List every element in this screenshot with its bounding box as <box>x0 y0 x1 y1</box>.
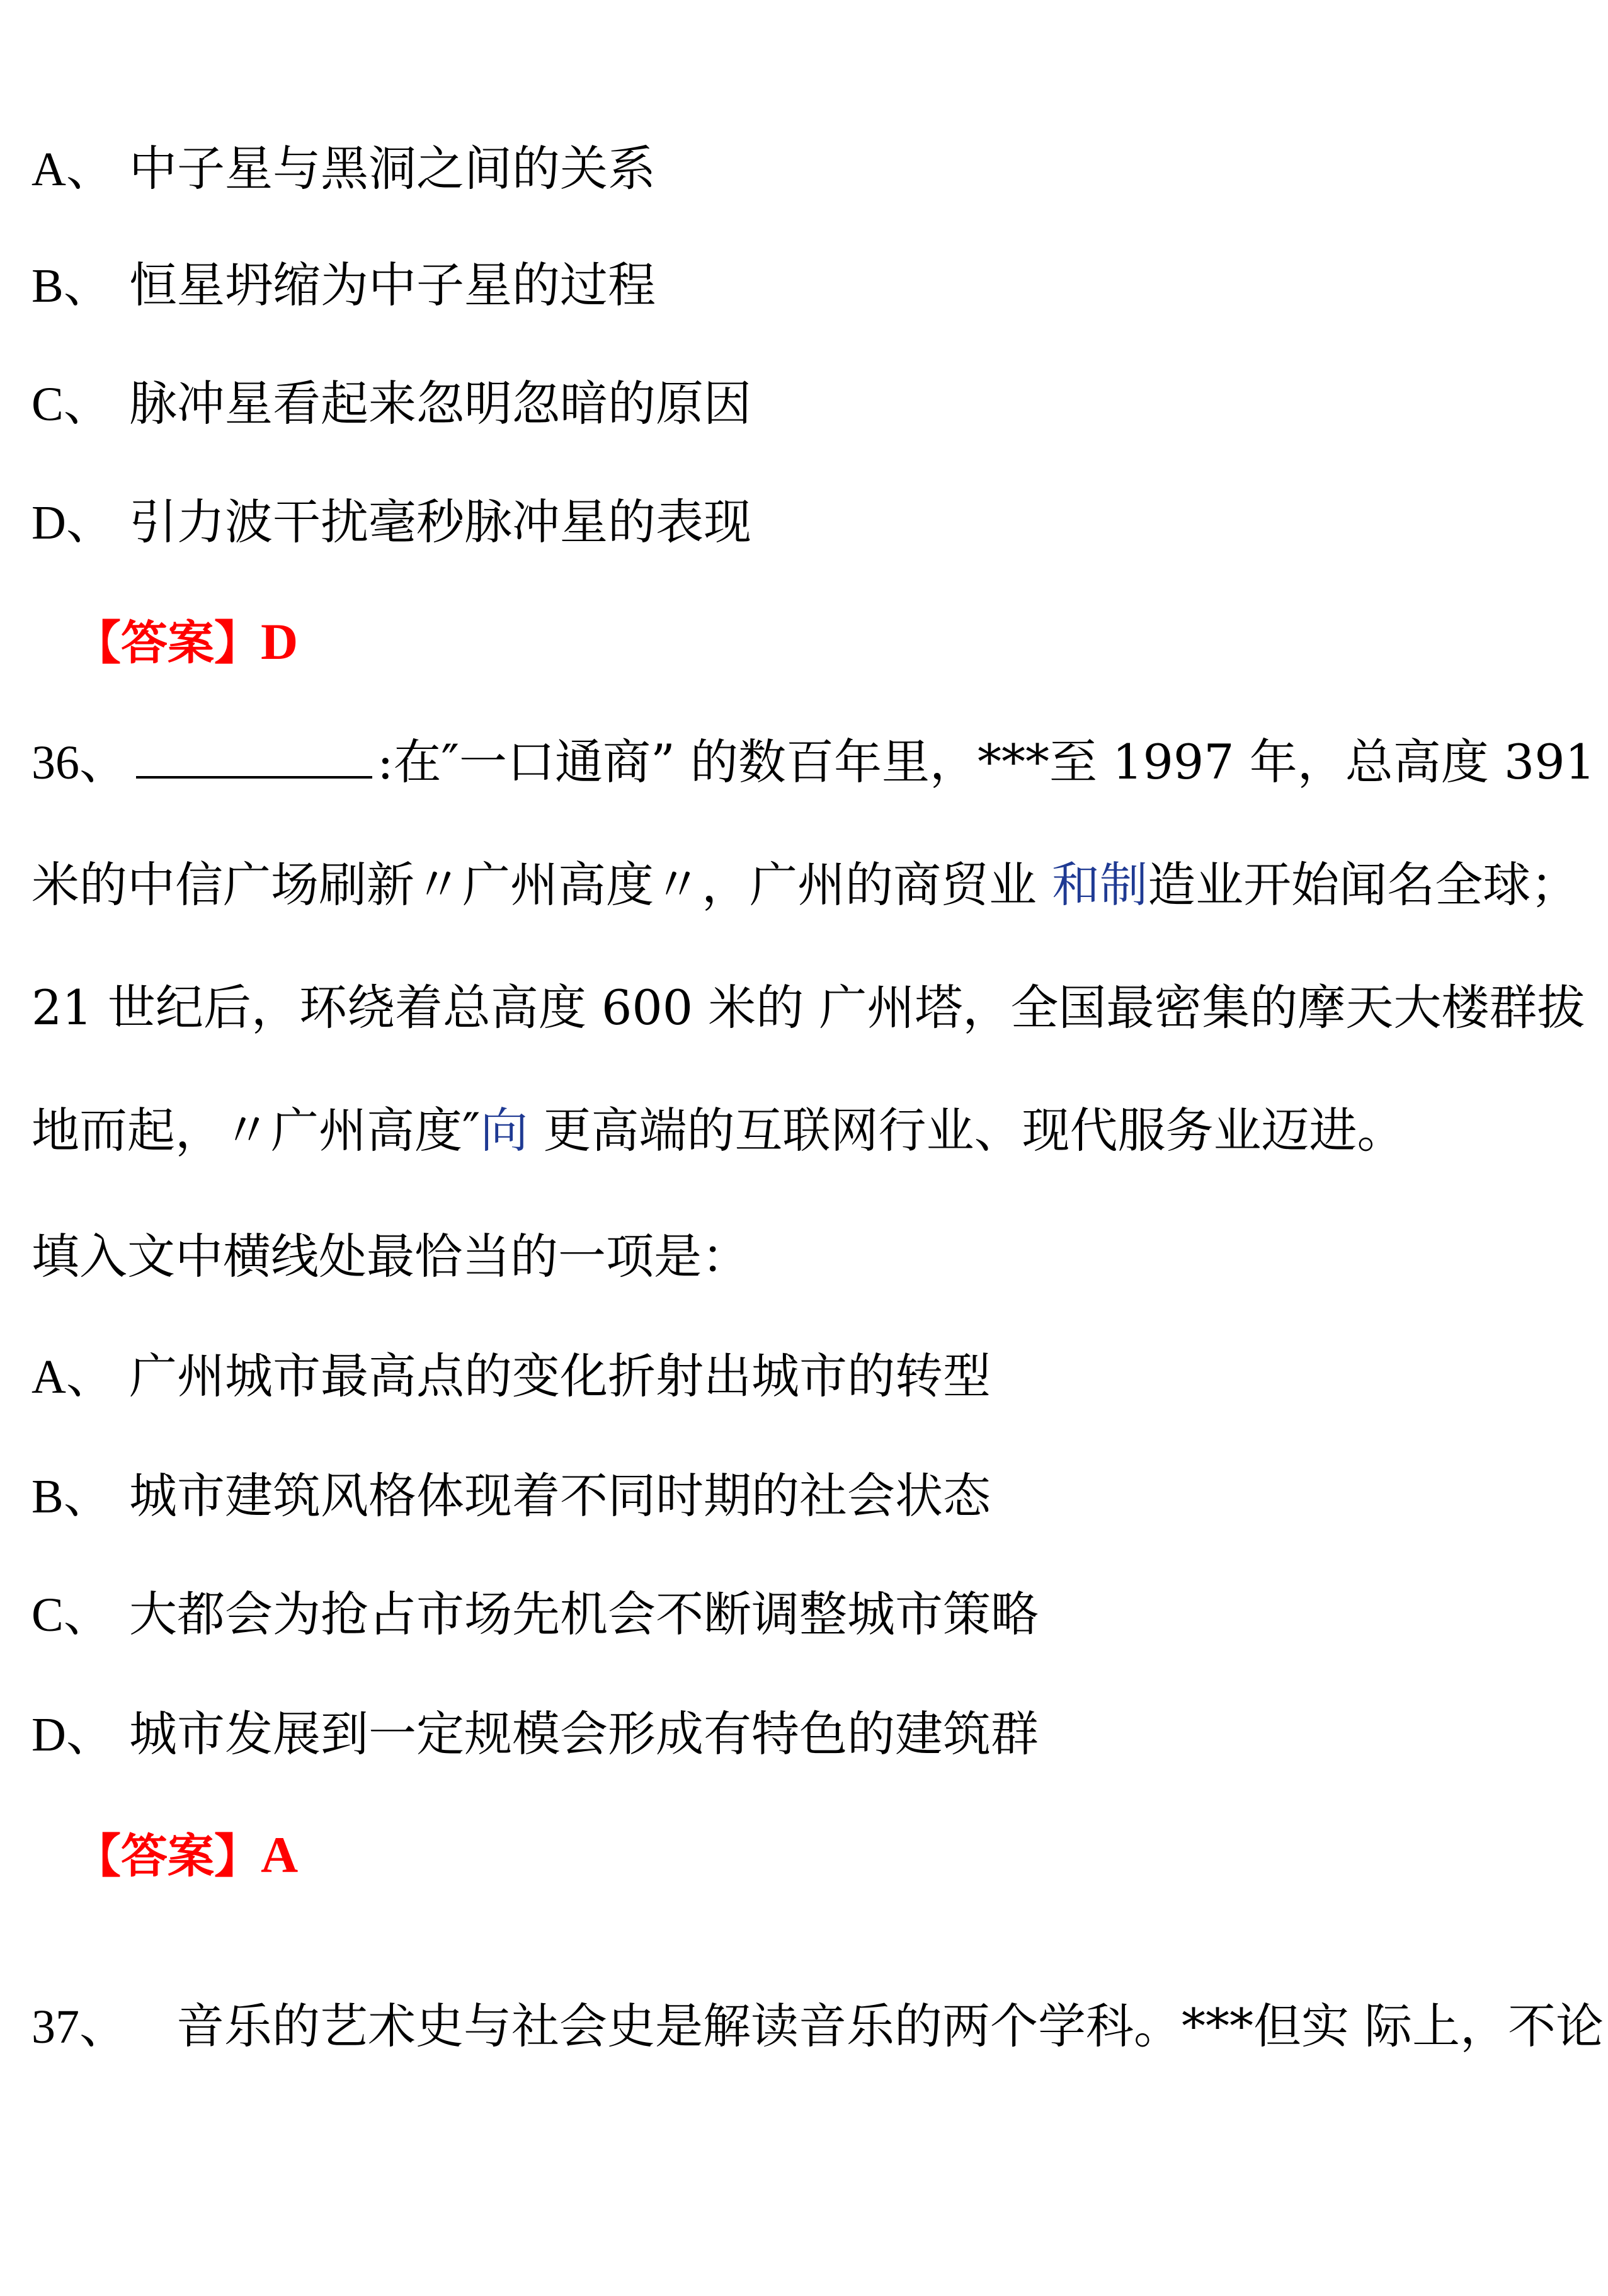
q36-option-c: C、 大都会为抢占市场先机会不断调整城市策略 <box>31 1586 1039 1642</box>
q36-option-b: B、 城市建筑风格体现着不同时期的社会状态 <box>31 1468 991 1524</box>
q36-option-a: A、 广州城市最高点的变化折射出城市的转型 <box>31 1348 991 1404</box>
q36-prompt: 填入文中横线处最恰当的一项是： <box>31 1228 750 1284</box>
q36-stem-line2: 米的中信广场刷新〃广州高度〃，广州的商贸业 和制造业开始闻名全球； <box>31 857 1579 913</box>
q35-option-b: B、 恒星坍缩为中子星的过程 <box>31 257 656 313</box>
q35-option-a: A、 中子星与黑洞之间的关系 <box>31 140 656 197</box>
q36-stem-line3: 21 世纪后，环绕着总高度 600 米的 广州塔，全国最密集的摩天大楼群拔 <box>31 980 1585 1036</box>
q35-answer: 【答案】D <box>74 613 299 670</box>
answer-blank <box>136 732 372 779</box>
q35-option-c: C、 脉冲星看起来忽明忽暗的原因 <box>31 375 751 431</box>
q35-option-d: D、 引力波干扰毫秒脉冲星的表现 <box>31 494 751 550</box>
q37-stem-line1: 37、 音乐的艺术史与社会史是解读音乐的两个学科。***但实 际上，不论 <box>31 1998 1604 2054</box>
q36-stem-line4: 地而起，〃广州高度″向 更高端的互联网行业、现代服务业迈进。 <box>31 1102 1405 1158</box>
q36-answer: 【答案】A <box>74 1826 299 1883</box>
q36-stem-line1: 36、 :在″一口通商” 的数百年里，***至 1997 年，总高度 391 <box>31 731 1595 794</box>
q36-option-d: D、 城市发展到一定规模会形成有特色的建筑群 <box>31 1706 1039 1762</box>
